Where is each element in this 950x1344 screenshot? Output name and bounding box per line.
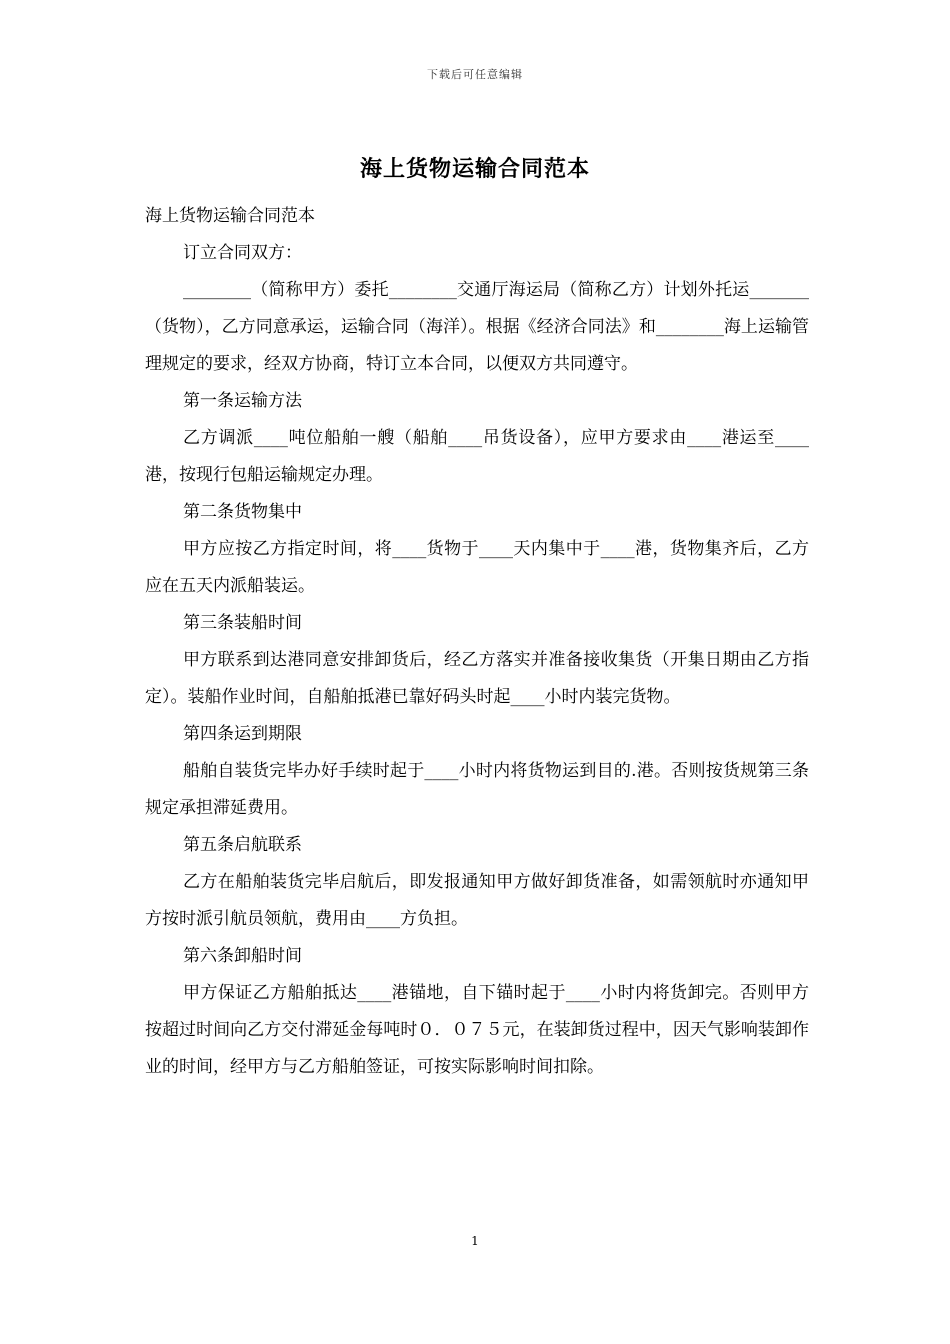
paragraph-subtitle: 海上货物运输合同范本 (145, 206, 315, 226)
article-heading-6: 第六条卸船时间 (183, 946, 302, 966)
article-heading-2: 第二条货物集中 (183, 502, 302, 522)
article-heading-3: 第三条装船时间 (183, 613, 302, 633)
article-body-4: 船舶自装货完毕办好手续时起于____小时内将货物运到目的.港。否则按货规第三条规定承担滞延费用。 (145, 761, 809, 818)
document-body (145, 198, 809, 1086)
article-heading-4: 第四条运到期限 (183, 724, 302, 744)
article-heading-5: 第五条启航联系 (183, 835, 302, 855)
paragraph-preamble: ________（简称甲方）委托________交通厅海运局（简称乙方）计划外托运_______（货物），乙方同意承运，运输合同（海洋）。根据《经济合同法》和________海上运输管理规定的要求，经双方协商，特订立本合同，以便双方共同遵守。 (145, 280, 809, 374)
article-body-6: 甲方保证乙方船舶抵达____港锚地，自下锚时起于____小时内将货卸完。否则甲方按超过时间向乙方交付滞延金每吨时０．０７５元，在装卸货过程中，因天气影响装卸作业的时间，经甲方与乙方船舶签证，可按实际影响时间扣除。 (145, 983, 809, 1077)
article-heading-1: 第一条运输方法 (183, 391, 302, 411)
article-body-5: 乙方在船舶装货完毕启航后，即发报通知甲方做好卸货准备，如需领航时亦通知甲方按时派引航员领航，费用由____方负担。 (145, 872, 809, 929)
page-number: 1 (471, 1234, 479, 1248)
document-title: 海上货物运输合同范本 (359, 156, 590, 182)
page-header-note: 下载后可任意编辑 (427, 68, 523, 81)
article-body-1: 乙方调派____吨位船舶一艘（船舶____吊货设备），应甲方要求由____港运至____港，按现行包船运输规定办理。 (145, 428, 809, 485)
article-body-2: 甲方应按乙方指定时间，将____货物于____天内集中于____港，货物集齐后，乙方应在五天内派船装运。 (145, 539, 809, 596)
article-body-3: 甲方联系到达港同意安排卸货后，经乙方落实并准备接收集货（开集日期由乙方指定）。装船作业时间，自船舶抵港已靠好码头时起____小时内装完货物。 (145, 650, 809, 707)
paragraph-parties: 订立合同双方： (183, 243, 302, 263)
